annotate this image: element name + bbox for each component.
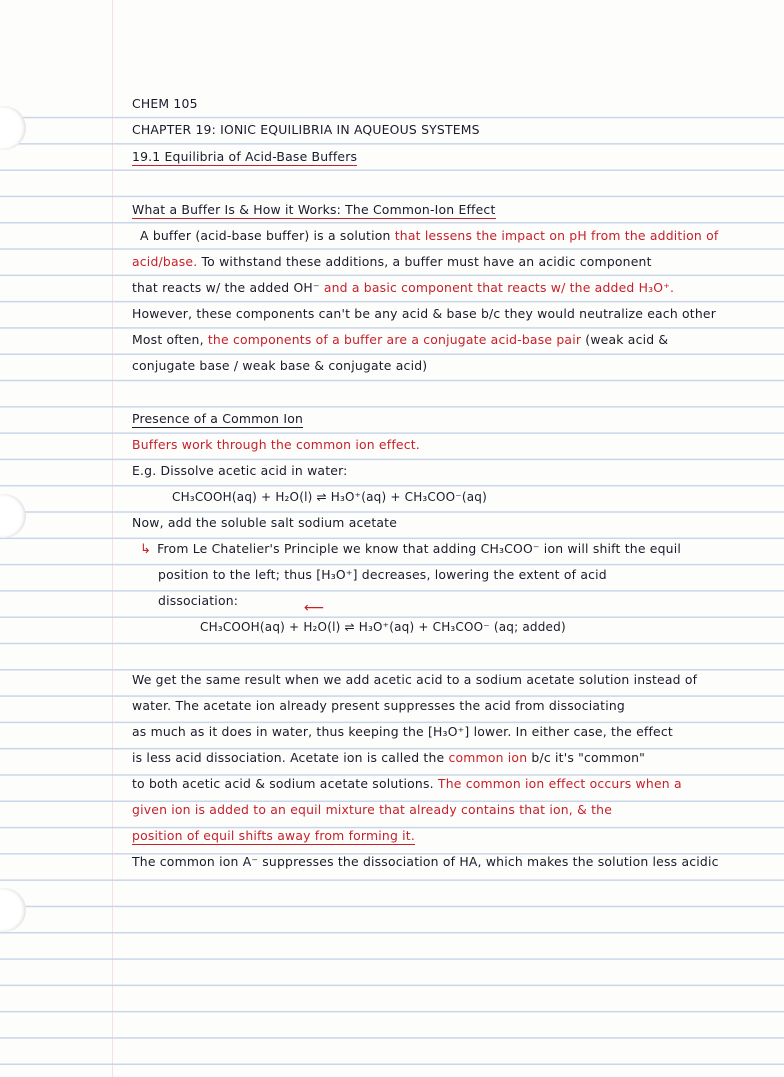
margin-line — [112, 0, 113, 1077]
paragraph-line-7: position of equil shifts away from forming it. — [132, 828, 416, 843]
red-text-span: acid/base. — [132, 254, 198, 269]
text-span: From Le Chatelier's Principle we know that adding CH₃COO⁻ ion will shift the equil — [157, 541, 682, 556]
chapter-title: CHAPTER 19: IONIC EQUILIBRIA IN AQUEOUS SYSTEMS — [132, 122, 480, 137]
red-text-span: The common ion effect occurs when a — [437, 776, 682, 791]
red-text-span: common ion — [448, 750, 528, 765]
text-span: b/c it's "common" — [527, 750, 646, 765]
buffer-heading: What a Buffer Is & How it Works: The Common-Ion Effect — [132, 202, 496, 217]
paragraph-line-2: water. The acetate ion already present suppresses the acid from dissociating — [132, 698, 625, 713]
buffer-line-4: However, these components can't be any acid & base b/c they would neutralize each other — [132, 306, 717, 321]
left-arrow-icon: ⟵ — [304, 600, 325, 616]
paragraph-line-4 — [132, 750, 645, 766]
text-span: A buffer (acid-base buffer) is a solution — [140, 228, 395, 243]
red-text-span: that lessens the impact on pH from the addition of — [394, 228, 719, 243]
paragraph-line-5 — [132, 776, 682, 792]
common-ion-heading: Presence of a Common Ion — [132, 411, 304, 426]
text-span: is less acid dissociation. Acetate ion is called the — [132, 750, 449, 765]
buffer-heading-wrap — [132, 202, 496, 218]
buffer-line-3 — [132, 280, 674, 296]
red-text-span: the components of a buffer are a conjugate acid-base pair — [207, 332, 582, 347]
paragraph-line-1: We get the same result when we add acetic acid to a sodium acetate solution instead of — [132, 672, 698, 687]
common-ion-heading-wrap — [132, 411, 303, 427]
text-span: to both acetic acid & sodium acetate solutions. — [132, 776, 438, 791]
buffer-line-6: conjugate base / weak base & conjugate acid) — [132, 358, 428, 373]
buffer-line-1 — [140, 228, 718, 244]
common-ion-line-5: position to the left; thus [H₃O⁺] decreases, lowering the extent of acid — [158, 567, 607, 582]
course-title: CHEM 105 — [132, 96, 198, 111]
buffer-line-2 — [132, 254, 652, 270]
common-ion-line-2: E.g. Dissolve acetic acid in water: — [132, 463, 348, 478]
section-title: 19.1 Equilibria of Acid-Base Buffers — [132, 149, 358, 164]
paragraph-line-7-wrap — [132, 828, 415, 844]
common-ion-line-4 — [140, 541, 681, 558]
arrow-right-icon: ↳ — [140, 542, 152, 557]
common-ion-line-3: Now, add the soluble salt sodium acetate — [132, 515, 398, 530]
red-text-span: and a basic component that reacts w/ the added H₃O⁺. — [323, 280, 675, 295]
section-title-wrap — [132, 149, 357, 165]
text-span: To withstand these additions, a buffer must have an acidic component — [197, 254, 652, 269]
equation-2: CH₃COOH(aq) + H₂O(l) ⇌ H₃O⁺(aq) + CH₃COO⁻ (aq; added) — [200, 620, 566, 634]
buffer-line-5 — [132, 332, 668, 348]
text-span: (weak acid & — [581, 332, 669, 347]
equation-1: CH₃COOH(aq) + H₂O(l) ⇌ H₃O⁺(aq) + CH₃COO⁻(aq) — [172, 490, 487, 504]
text-span: Most often, — [132, 332, 208, 347]
paragraph-line-3: as much as it does in water, thus keeping the [H₃O⁺] lower. In either case, the effect — [132, 724, 673, 739]
paragraph-line-6: given ion is added to an equil mixture that already contains that ion, & the — [132, 802, 613, 817]
common-ion-line-1: Buffers work through the common ion effect. — [132, 437, 420, 452]
paragraph-line-8: The common ion A⁻ suppresses the dissociation of HA, which makes the solution less acidic — [132, 854, 719, 869]
common-ion-line-6: dissociation: — [158, 593, 239, 608]
text-span: that reacts w/ the added OH⁻ — [132, 280, 324, 295]
